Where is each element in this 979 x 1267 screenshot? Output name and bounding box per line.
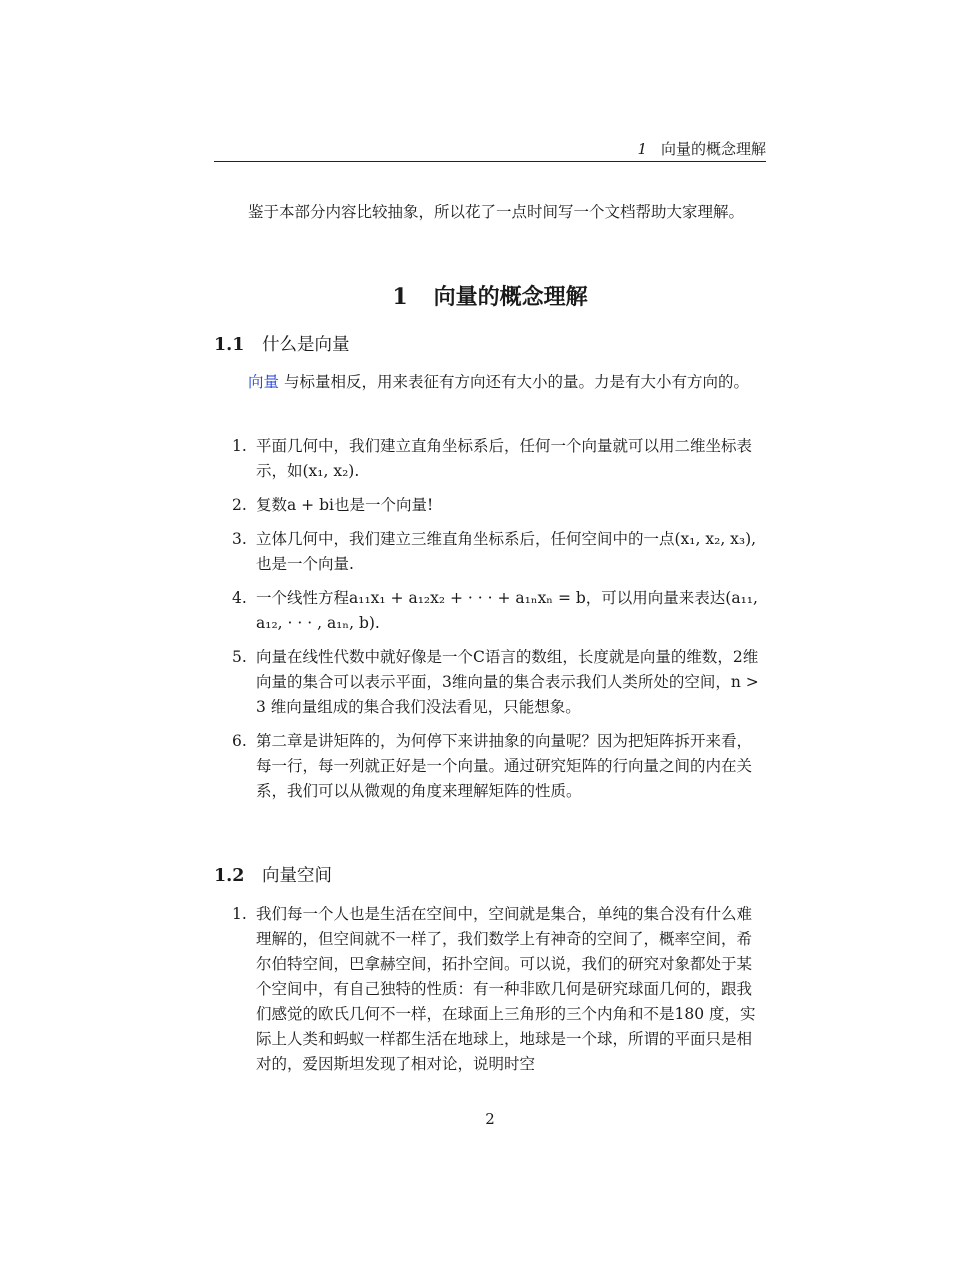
header-rule <box>214 161 766 162</box>
running-header <box>637 138 766 160</box>
list-item <box>214 902 766 1077</box>
subsection-title: 什么是向量 <box>262 335 350 355</box>
list-item <box>214 434 766 484</box>
list-item-text: 复数a + bi也是一个向量! <box>256 496 434 514</box>
list-marker: 6. <box>232 732 247 750</box>
section-title <box>214 282 766 313</box>
subsection-heading-1-1 <box>214 333 350 357</box>
list-item-text: 一个线性方程a₁₁x₁ + a₁₂x₂ + · · · + a₁ₙxₙ = b，可以用向量来表达(a₁₁, a₁₂, · · · , a₁ₙ, b). <box>256 589 758 632</box>
subsection-title: 向量空间 <box>262 866 332 886</box>
list-marker: 3. <box>232 530 247 548</box>
vector-definition-paragraph <box>214 370 766 395</box>
header-section-number: 1 <box>637 140 647 158</box>
subsection-heading-1-2 <box>214 864 332 888</box>
section-title-text: 向量的概念理解 <box>433 285 588 310</box>
list-item-text: 向量在线性代数中就好像是一个C语言的数组，长度就是向量的维数，2维向量的集合可以表示平面，3维向量的集合表示我们人类所处的空间，n > 3 维向量组成的集合我们没法看见，只能想象。 <box>256 648 759 716</box>
vector-definition-text: 与标量相反，用来表征有方向还有大小的量。力是有大小有方向的。 <box>279 373 749 391</box>
list-marker: 1. <box>232 437 247 455</box>
list-item-text: 立体几何中，我们建立三维直角坐标系后，任何空间中的一点(x₁, x₂, x₃),也是一个向量. <box>256 530 757 573</box>
document-page <box>214 0 766 1267</box>
header-section-title: 向量的概念理解 <box>660 140 766 158</box>
vector-examples-list <box>214 434 766 813</box>
list-item-text: 平面几何中，我们建立直角坐标系后，任何一个向量就可以用二维坐标表示，如(x₁, x₂). <box>256 437 753 480</box>
list-marker: 4. <box>232 589 247 607</box>
intro-paragraph: 鉴于本部分内容比较抽象，所以花了一点时间写一个文档帮助大家理解。 <box>248 203 745 221</box>
list-item <box>214 586 766 636</box>
subsection-number: 1.1 <box>214 335 245 355</box>
list-item-text: 第二章是讲矩阵的，为何停下来讲抽象的向量呢？因为把矩阵拆开来看，每一行，每一列就正好是一个向量。通过研究矩阵的行向量之间的内在关系，我们可以从微观的角度来理解矩阵的性质。 <box>256 732 753 800</box>
list-item <box>214 645 766 720</box>
page-number: 2 <box>485 1110 495 1128</box>
subsection-number: 1.2 <box>214 866 245 886</box>
vector-term-link[interactable]: 向量 <box>248 373 280 391</box>
list-item-text: 我们每一个人也是生活在空间中，空间就是集合，单纯的集合没有什么难理解的，但空间就不一样了，我们数学上有神奇的空间了，概率空间，希尔伯特空间，巴拿赫空间，拓扑空间。可以说，我们的研究对象都处于某个空间中，有自己独特的性质：有一种非欧几何是研究球面几何的，跟我们感觉的欧氏几何不一样，在球面上三角形的三个内角和不是180 度，实际上人类和蚂蚁一样都生活在地球上，地球是一个球，所谓的平面只是相对的，爱因斯坦发现了相对论，说明时空 <box>256 905 756 1073</box>
list-marker: 2. <box>232 496 247 514</box>
list-item <box>214 527 766 577</box>
list-item <box>214 493 766 518</box>
section-number: 1 <box>392 284 408 310</box>
list-item <box>214 729 766 804</box>
list-marker: 5. <box>232 648 247 666</box>
list-marker: 1. <box>232 905 247 923</box>
vector-space-list <box>214 902 766 1077</box>
